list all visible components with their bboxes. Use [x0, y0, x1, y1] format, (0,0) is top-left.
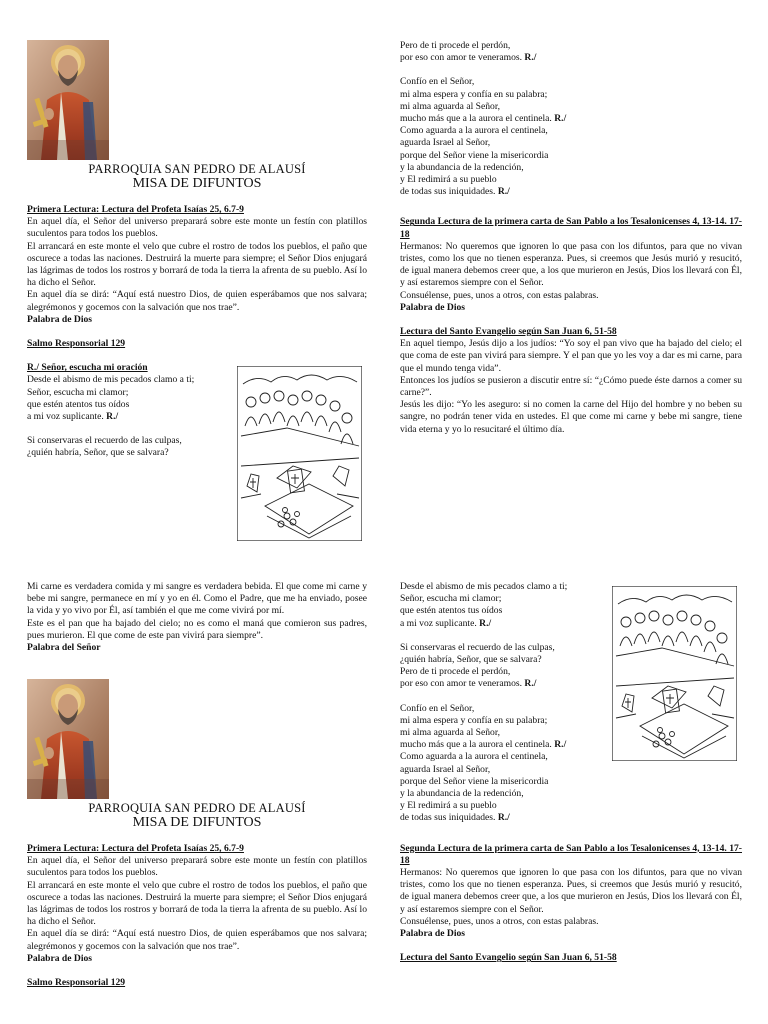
- gospel-paragraph: Mi carne es verdadera comida y mi sangre es verdadera bebida. El que come mi carne y bebe mi sangre, permanece en mí y yo en él. Como el Padre, que me ha enviado, posee la vida y yo vivo por Él, así también el que me come vivirá por mí.: [27, 581, 367, 617]
- word-of-god: Palabra de Dios: [400, 928, 466, 940]
- psalm-line: mucho más que a la aurora el centinela.: [400, 739, 552, 751]
- parish-title: PARROQUIA SAN PEDRO DE ALAUSÍ: [88, 801, 306, 815]
- word-of-the-lord: Palabra del Señor: [27, 642, 101, 654]
- cemetery-drawing: [612, 586, 737, 761]
- psalm-line: Desde el abismo de mis pecados clamo a ti;: [27, 374, 195, 386]
- gospel-heading: Lectura del Santo Evangelio según San Juan 6, 51-58: [400, 326, 617, 338]
- response-marker: R./: [554, 113, 567, 125]
- psalm-line: porque del Señor viene la misericordia: [400, 775, 549, 787]
- psalm-line: y la abundancia de la redención,: [400, 161, 524, 173]
- psalm-line: Como aguarda a la aurora el centinela,: [400, 751, 548, 763]
- psalm-line: Desde el abismo de mis pecados clamo a ti;: [400, 581, 568, 592]
- psalm-line: que estén atentos tus oídos: [400, 605, 503, 617]
- psalm-line: por eso con amor te veneramos.: [400, 678, 523, 690]
- psalm-line: mucho más que a la aurora el centinela.: [400, 113, 552, 125]
- mass-title: MISA DE DIFUNTOS: [132, 815, 262, 830]
- word-of-god: Palabra de Dios: [400, 301, 466, 313]
- first-reading-paragraph: En aquel día se dirá: “Aquí está nuestro Dios, de quien esperábamos que nos salvara; alegrémonos y gocemos con la salvación que nos trae”.: [27, 289, 367, 313]
- psalm-line: mi alma espera y confía en su palabra;: [400, 714, 548, 726]
- first-reading-paragraph: El arrancará en este monte el velo que cubre el rostro de todos los pueblos, el paño que oscurece a todas las naciones. Destruirá la muerte para siempre; el Señor Dios enjugará las lágrimas de todos los rostros y borrará de toda la tierra la afrenta de su pueblo. Así lo ha dicho el Señor.: [27, 879, 367, 928]
- gospel-paragraph: Jesús les dijo: “Yo les aseguro: si no comen la carne del Hijo del hombre y no beben su sangre, no podrán tener vida en ustedes. El que come mi carne y bebe mi sangre, tiene vida eterna y yo lo resucitaré el último día.: [400, 399, 742, 435]
- psalm-line: ¿quién habría, Señor, que se salvara?: [27, 447, 169, 459]
- second-reading-paragraph: Hermanos: No queremos que ignoren lo que pasa con los difuntos, para que no vivan tristes, como los que no tienen esperanza. Pues, si creemos que Jesús murió y resucitó, de igual manera debemos creer que, a los que murieron en Jesús, Dios los llevará con Él, y así estaremos siempre con el Señor.: [400, 867, 742, 915]
- psalm-line: a mi voz suplicante.: [27, 411, 104, 423]
- second-reading-paragraph: Consuélense, pues, unos a otros, con estas palabras.: [400, 915, 599, 927]
- psalm-line: mi alma aguarda al Señor,: [400, 727, 501, 739]
- psalm-heading: Salmo Responsorial 129: [27, 338, 126, 350]
- response-marker: R./: [106, 411, 119, 423]
- first-reading-paragraph: En aquel día, el Señor del universo preparará sobre este monte un festín con platillos suculentos para todos los pueblos.: [27, 855, 367, 879]
- psalm-line: y El redimirá a su pueblo: [400, 800, 497, 812]
- leaflet-bottom-left: [27, 801, 367, 989]
- psalm-line: de todas sus iniquidades.: [400, 186, 496, 198]
- psalm-line: Señor, escucha mi clamor;: [400, 593, 502, 605]
- second-reading-paragraph: Hermanos: No queremos que ignoren lo que pasa con los difuntos, para que no vivan tristes, como los que no tienen esperanza. Pues, si creemos que Jesús murió y resucitó, de igual manera debemos creer que, a los que murieron en Jesús, Dios los llevará con Él, y así estaremos siempre con el Señor.: [400, 240, 742, 289]
- word-of-god: Palabra de Dios: [27, 952, 93, 964]
- response-marker: R./: [479, 617, 492, 629]
- saint-peter-image: [27, 40, 109, 160]
- saint-peter-image: [27, 679, 109, 799]
- gospel-paragraph: Este es el pan que ha bajado del cielo; no es como el maná que comieron sus padres, pues murieron. El que come de este pan vivirá para siempre”.: [27, 617, 367, 641]
- first-reading-paragraph: En aquel día, el Señor del universo preparará sobre este monte un festín con platillos suculentos para todos los pueblos.: [27, 216, 367, 240]
- psalm-line: Señor, escucha mi clamor;: [27, 386, 129, 398]
- psalm-line: a mi voz suplicante.: [400, 617, 477, 629]
- parish-title: PARROQUIA SAN PEDRO DE ALAUSÍ: [88, 162, 306, 176]
- psalm-line: Pero de ti procede el perdón,: [400, 40, 511, 51]
- response-marker: R./: [497, 812, 510, 824]
- psalm-line: de todas sus iniquidades.: [400, 812, 496, 824]
- cemetery-drawing: [237, 366, 362, 541]
- first-reading-heading: Primera Lectura: Lectura del Profeta Isaías 25, 6.7-9: [27, 843, 244, 854]
- response-marker: R./: [524, 52, 537, 64]
- psalm-heading: Salmo Responsorial 129: [27, 977, 126, 989]
- psalm-response: R./ Señor, escucha mi oración: [27, 362, 148, 374]
- gospel-heading: Lectura del Santo Evangelio según San Juan 6, 51-58: [400, 952, 617, 964]
- response-marker: R./: [554, 739, 567, 751]
- first-reading-paragraph: En aquel día se dirá: “Aquí está nuestro Dios, de quien esperábamos que nos salvara; alegrémonos y gocemos con la salvación que nos trae”.: [27, 928, 367, 952]
- psalm-line: Si conservaras el recuerdo de las culpas,: [400, 641, 555, 653]
- first-reading-paragraph: El arrancará en este monte el velo que cubre el rostro de todos los pueblos, el paño que oscurece a todas las naciones. Destruirá la muerte para siempre; el Señor Dios enjugará las lágrimas de todos los rostros y borrará de toda la tierra la afrenta de su pueblo. Así lo ha dicho el Señor.: [27, 240, 367, 289]
- word-of-god: Palabra de Dios: [27, 313, 93, 325]
- psalm-line: aguarda Israel al Señor,: [400, 137, 491, 149]
- gospel-paragraph: En aquel tiempo, Jesús dijo a los judíos: “Yo soy el pan vivo que ha bajado del cielo; el que coma de este pan vivirá para siempre. Y el pan que yo les voy a dar es mi carne, para que el mundo tenga vida”.: [400, 338, 742, 374]
- psalm-line: aguarda Israel al Señor,: [400, 763, 491, 775]
- psalm-line: mi alma espera y confía en su palabra;: [400, 88, 548, 100]
- second-reading-heading: Segunda Lectura de la primera carta de San Pablo a los Tesalonicenses 4, 13-14. 17-18: [400, 216, 742, 240]
- response-marker: R./: [524, 678, 537, 690]
- psalm-line: Confío en el Señor,: [400, 702, 475, 714]
- second-reading-heading: Segunda Lectura de la primera carta de San Pablo a los Tesalonicenses 4, 13-14. 17-18: [400, 842, 742, 866]
- psalm-line: Pero de ti procede el perdón,: [400, 666, 511, 678]
- gospel-paragraph: Entonces los judíos se pusieron a discutir entre sí: “¿Cómo puede éste darnos a comer su carne?”.: [400, 374, 742, 399]
- response-marker: R./: [497, 186, 510, 198]
- leaflet-top-right: [400, 40, 742, 436]
- gospel-continuation: [27, 581, 367, 654]
- psalm-line: por eso con amor te veneramos.: [400, 52, 523, 64]
- psalm-line: que estén atentos tus oídos: [27, 398, 130, 410]
- psalm-line: Confío en el Señor,: [400, 76, 475, 88]
- second-reading-paragraph: Consuélense, pues, unos a otros, con estas palabras.: [400, 289, 599, 301]
- psalm-line: ¿quién habría, Señor, que se salvara?: [400, 654, 542, 666]
- mass-title: MISA DE DIFUNTOS: [132, 176, 262, 191]
- psalm-line: y la abundancia de la redención,: [400, 788, 524, 800]
- psalm-line: Como aguarda a la aurora el centinela,: [400, 125, 548, 137]
- psalm-line: Si conservaras el recuerdo de las culpas,: [27, 435, 182, 447]
- first-reading-heading: Primera Lectura: Lectura del Profeta Isaías 25, 6.7-9: [27, 204, 244, 215]
- psalm-line: porque del Señor viene la misericordia: [400, 149, 549, 161]
- psalm-line: mi alma aguarda al Señor,: [400, 100, 501, 112]
- psalm-line: y El redimirá a su pueblo: [400, 174, 497, 186]
